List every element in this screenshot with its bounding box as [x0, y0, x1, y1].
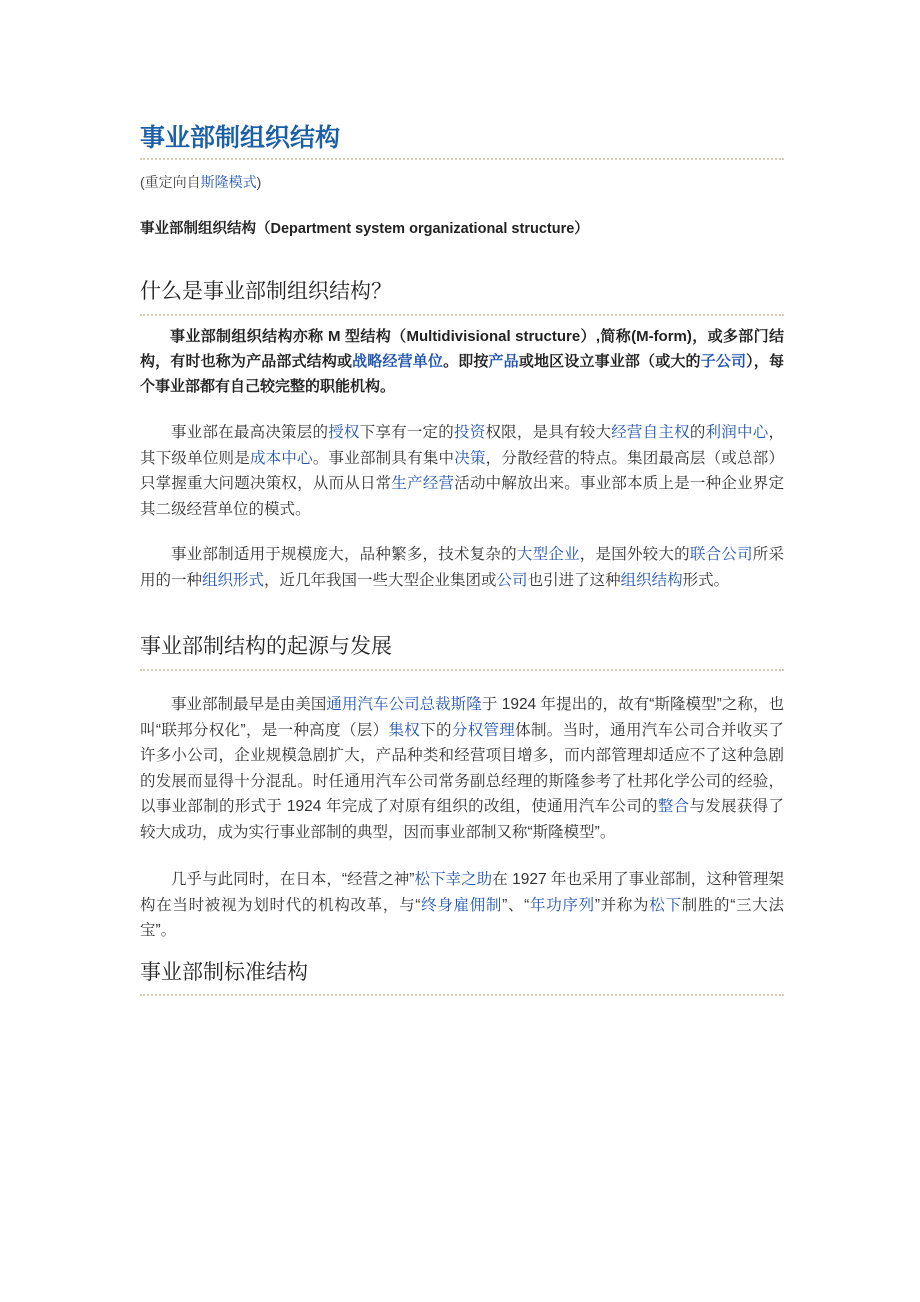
inline-link[interactable]: 成本中心 — [249, 449, 313, 467]
paragraph-text: ，近几年我国一些大型企业集团或 — [264, 571, 497, 589]
paragraph-text: 体制。当时，通用汽车公司合并收买了许多小公司，企业规模急剧扩大，产品种类和经营项目增多，而内部管理却适应不了这种急剧的发展而显得十分混乱。时任通用汽车公司常务副总经理的斯隆参考了杜邦化学公司的经验，以事业部制的形式于 1924 年完成了对原有组织的改组，使通用汽车公司的 — [140, 721, 784, 815]
inline-link[interactable]: 生产经营 — [391, 475, 455, 492]
inline-link[interactable]: 战略经营单位 — [352, 353, 444, 370]
section-divider — [140, 669, 784, 671]
inline-link[interactable]: 联合公司 — [689, 546, 753, 563]
inline-link[interactable]: 组织结构 — [620, 571, 683, 589]
paragraph-text: 的 — [689, 424, 706, 441]
paragraph-text: 下的 — [420, 721, 452, 739]
paragraph-text: 几乎与此同时，在日本，“经营之神” — [171, 871, 415, 888]
inline-link[interactable]: 整合 — [657, 798, 690, 815]
inline-link[interactable]: 授权 — [328, 424, 360, 441]
inline-link[interactable]: 松下幸之助 — [414, 871, 493, 888]
paragraph-text: ），每个事业部都有自己较完整的职能机构。 — [140, 353, 784, 395]
inline-link[interactable]: 组织形式 — [202, 571, 265, 589]
page-title: 事业部制组织结构 — [140, 124, 341, 152]
inline-link[interactable]: 集权 — [388, 721, 421, 739]
paragraph-text: ，是国外较大的 — [579, 546, 690, 563]
section-heading-origin: 事业部制结构的起源与发展 — [140, 635, 392, 658]
paragraph-text: 所采用的一种 — [140, 546, 784, 589]
paragraph — [140, 867, 784, 944]
paragraph-text: 也引进了这种 — [527, 571, 621, 589]
inline-link[interactable]: 经营自主权 — [611, 424, 690, 441]
paragraph-text: 。事业部制具有集中 — [312, 449, 455, 467]
article-subtitle: 事业部制组织结构（Department system organizational structure） — [140, 221, 589, 237]
redirect-link[interactable]: 斯隆模式 — [200, 174, 257, 190]
paragraph-text: 活动中解放出来。事业部本质上是一种企业界定其二级经营单位的模式。 — [140, 475, 784, 518]
inline-link[interactable]: 利润中心 — [705, 424, 769, 441]
paragraph-text: 。即按 — [443, 353, 489, 370]
paragraph — [140, 324, 784, 399]
inline-link[interactable]: 产品 — [488, 353, 519, 370]
redirect-note — [140, 172, 261, 192]
paragraph-text: 事业部制组织结构亦称 M 型结构（Multidivisional structure）,简称(M-form)，或多部门结构，有时也称为产品部式结构或 — [140, 328, 784, 370]
paragraph-text: ，其下级单位则是 — [140, 424, 784, 467]
paragraph-text: 制胜的“三大法宝”。 — [140, 896, 784, 939]
redirect-prefix: (重定向自 — [140, 174, 201, 190]
paragraph-text: ”并称为 — [594, 896, 650, 914]
inline-link[interactable]: 公司 — [496, 571, 528, 589]
section-divider — [140, 314, 784, 316]
section-heading-standard-structure: 事业部制标准结构 — [140, 961, 308, 984]
section-divider — [140, 994, 784, 996]
paragraph-text: 事业部制最早是由美国 — [171, 696, 327, 713]
section-heading-what-is: 什么是事业部制组织结构？ — [140, 280, 392, 303]
redirect-suffix: ) — [256, 174, 262, 190]
inline-link[interactable]: 大型企业 — [516, 546, 580, 563]
title-divider — [140, 158, 784, 160]
paragraph-text: 下享有一定的 — [359, 424, 454, 441]
paragraph-text: 事业部在最高决策层的 — [171, 424, 329, 441]
paragraph-text: ，分散经营的特点。集团最高层（或总部）只掌握重大问题决策权，从而从日常 — [140, 449, 784, 492]
paragraph-text: 与发展获得了较大成功，成为实行事业部制的典型，因而事业部制又称“斯隆模型”。 — [140, 798, 784, 841]
paragraph — [140, 420, 784, 522]
inline-link[interactable]: 决策 — [454, 449, 486, 467]
paragraph-text: ”、“ — [502, 896, 530, 914]
paragraph — [140, 542, 784, 593]
inline-link[interactable]: 投资 — [453, 424, 486, 441]
paragraph-text: 或地区设立事业部（或大的 — [518, 353, 701, 370]
paragraph-text: 在 1927 年也采用了事业部制，这种管理架构在当时被视为划时代的机构改革，与“ — [140, 871, 784, 914]
inline-link[interactable]: 分权管理 — [451, 721, 516, 739]
paragraph-text: 事业部制适用于规模庞大，品种繁多，技术复杂的 — [171, 546, 517, 563]
paragraph-text: 于 1924 年提出的，故有“斯隆模型”之称，也叫“联邦分权化”，是一种高度（层） — [140, 696, 784, 739]
paragraph-text: 权限，是具有较大 — [485, 424, 612, 441]
paragraph-text: 形式。 — [682, 571, 730, 589]
inline-link[interactable]: 终身雇佣制 — [420, 896, 503, 914]
inline-link[interactable]: 年功序列 — [529, 896, 595, 914]
inline-link[interactable]: 松下 — [649, 896, 682, 914]
inline-link[interactable]: 子公司 — [700, 353, 747, 370]
inline-link[interactable]: 通用汽车公司总裁斯隆 — [326, 696, 482, 713]
paragraph — [140, 692, 784, 845]
